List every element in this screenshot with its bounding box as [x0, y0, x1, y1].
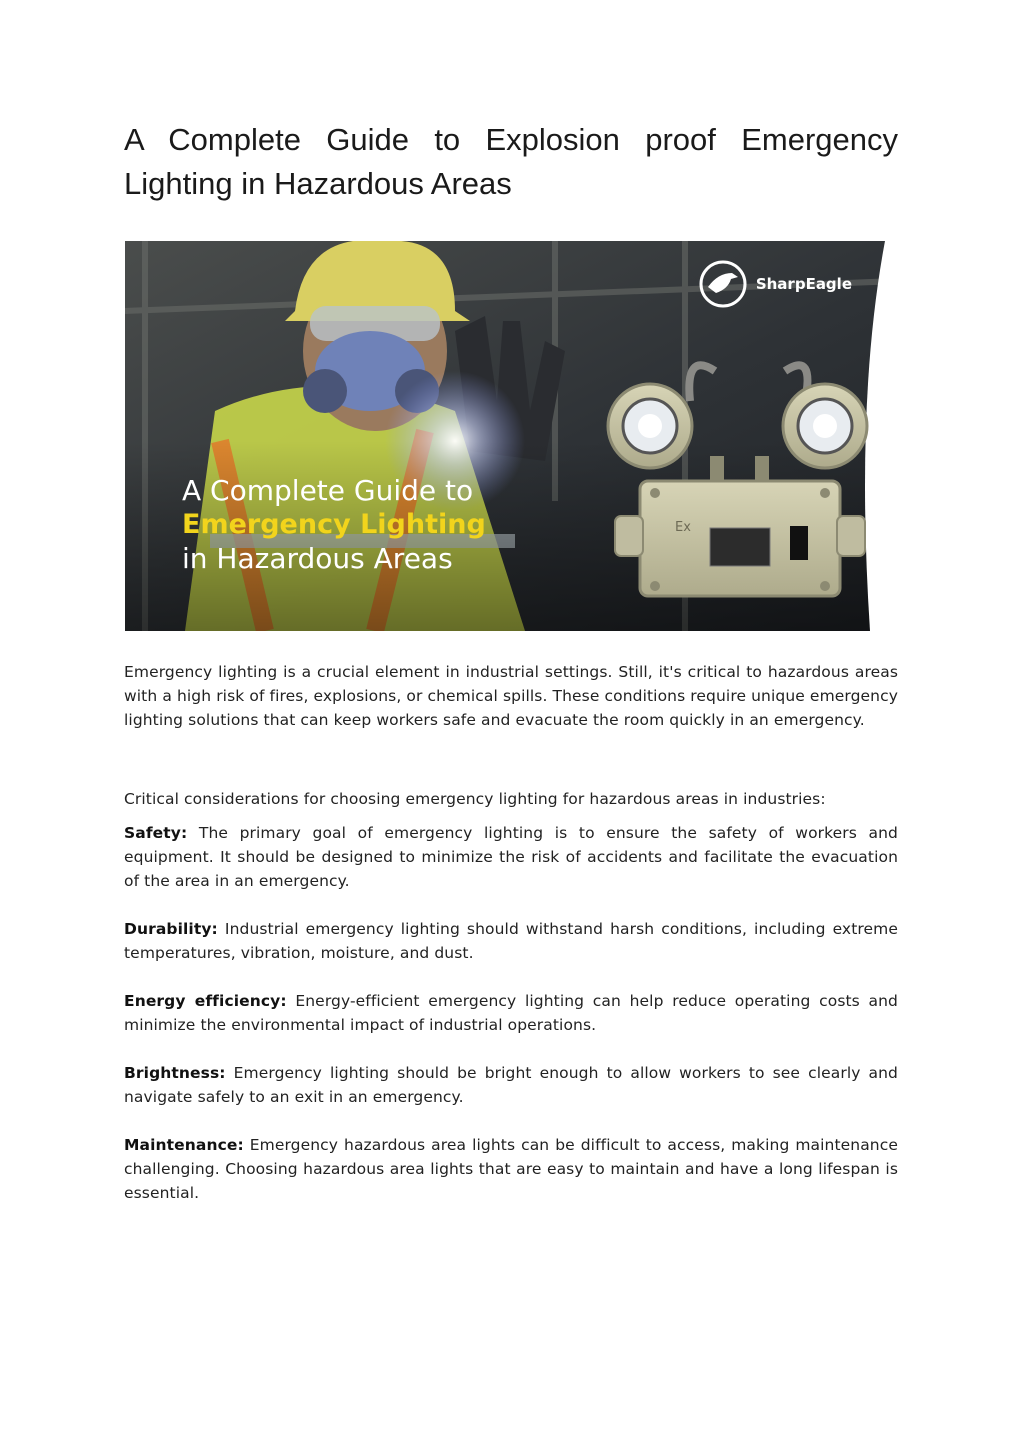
intro-paragraph: Emergency lighting is a crucial element in industrial settings. Still, it's critical to hazardous areas with a high risk of fires, explosions, or chemical spills. These conditions require unique emergency lighting solutions that can keep workers safe and evacuate the room quickly in an emergency.	[124, 663, 898, 729]
consideration-safety	[124, 821, 898, 893]
consideration-term: Safety:	[124, 824, 188, 842]
consideration-durability	[124, 917, 898, 965]
page-title: A Complete Guide to Explosion proof Emergency Lighting in Hazardous Areas	[124, 122, 898, 201]
consideration-text: The primary goal of emergency lighting is to ensure the safety of workers and equipment. It should be designed to minimize the risk of accidents and facilitate the evacuation of the area in an emergency.	[124, 824, 898, 890]
consideration-energy-efficiency	[124, 989, 898, 1037]
indicator-window	[790, 526, 808, 560]
hero-image	[125, 241, 898, 631]
hero-heading	[182, 474, 486, 576]
consideration-term: Maintenance:	[124, 1136, 244, 1154]
consideration-text: Emergency hazardous area lights can be difficult to access, making maintenance challenging. Choosing hazardous area lights that are easy to maintain and have a long lifespan is essential.	[124, 1136, 898, 1202]
brand-logo	[698, 259, 852, 309]
consideration-text: Emergency lighting should be bright enough to allow workers to see clearly and navigate safely to an exit in an emergency.	[124, 1064, 898, 1106]
consideration-term: Energy efficiency:	[124, 992, 287, 1010]
ex-label: Ex	[675, 520, 691, 535]
consideration-term: Brightness:	[124, 1064, 226, 1082]
hero-heading-highlight: Emergency Lighting	[182, 509, 486, 540]
consideration-brightness	[124, 1061, 898, 1109]
consideration-maintenance	[124, 1133, 898, 1205]
eagle-icon	[698, 259, 748, 309]
hero-heading-line1: A Complete Guide to	[182, 474, 474, 507]
consideration-text: Energy-efficient emergency lighting can help reduce operating costs and minimize the environmental impact of industrial operations.	[124, 992, 898, 1034]
nameplate	[710, 528, 770, 566]
consideration-term: Durability:	[124, 920, 218, 938]
brand-name: SharpEagle	[755, 275, 852, 293]
hero-heading-line3: in Hazardous Areas	[182, 542, 453, 575]
considerations-heading: Critical considerations for choosing emergency lighting for hazardous areas in industries:	[124, 790, 826, 808]
consideration-text: Industrial emergency lighting should withstand harsh conditions, including extreme temperatures, vibration, moisture, and dust.	[124, 920, 898, 962]
